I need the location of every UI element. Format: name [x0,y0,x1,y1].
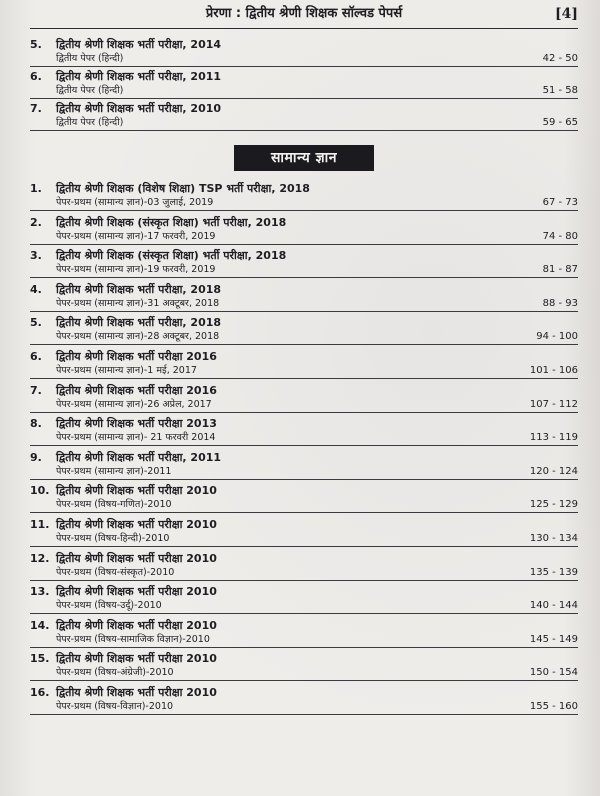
entry-pages: 155 - 160 [529,700,578,712]
entry-subtitle [30,364,578,379]
entry-number: 16. [30,685,50,699]
toc-entry [30,651,578,685]
entry-subtitle [30,532,578,547]
entry-paper: पेपर-प्रथम (सामान्य ज्ञान)-03 जुलाई, 2019 [56,197,214,208]
entry-number: 8. [30,417,42,431]
entry-subtitle [30,599,578,614]
entry-title: द्वितीय श्रेणी शिक्षक (विशेष शिक्षा) TSP भर्ती परीक्षा, 2018 [56,182,310,195]
entry-number: 7. [30,102,42,115]
entry-paper: द्वितीय पेपर (हिन्दी) [56,53,124,64]
entry-title: द्वितीय श्रेणी शिक्षक भर्ती परीक्षा 2010 [56,585,217,599]
entry-pages: 101 - 106 [529,364,578,376]
entry-number: 5. [30,316,42,330]
entry-number: 10. [30,484,50,498]
header-rule [30,28,578,29]
entry-pages: 51 - 58 [542,85,578,96]
entry-number: 4. [30,282,42,296]
entry-paper: पेपर-प्रथम (सामान्य ज्ञान)-2011 [56,465,172,477]
entry-paper: पेपर-प्रथम (विषय-संस्कृत)-2010 [56,566,175,578]
entry-subtitle [30,431,578,446]
entry-title: द्वितीय श्रेणी शिक्षक भर्ती परीक्षा 2016 [56,349,217,363]
entry-number: 11. [30,517,50,531]
toc-entry [30,315,578,349]
entry-paper: पेपर-प्रथम (विषय-सामाजिक विज्ञान)-2010 [56,633,210,645]
entry-paper: पेपर-प्रथम (विषय-उर्दू)-2010 [56,600,162,612]
entry-paper: पेपर-प्रथम (विषय-विज्ञान)-2010 [56,700,174,712]
page-header [30,0,578,28]
entry-number: 6. [30,349,42,363]
entry-subtitle [30,633,578,648]
entry-pages: 140 - 144 [529,600,578,612]
entry-number: 12. [30,551,50,565]
entry-number: 1. [30,182,42,195]
entry-title: द्वितीय श्रेणी शिक्षक भर्ती परीक्षा, 2010 [56,102,222,115]
entry-number: 13. [30,585,50,599]
entry-pages: 120 - 124 [529,465,578,477]
entry-paper: पेपर-प्रथम (सामान्य ज्ञान)-1 मई, 2017 [56,364,197,376]
page-number: [4] [555,6,578,22]
entry-subtitle [30,398,578,413]
entry-number: 9. [30,450,42,464]
toc-entry [30,215,578,249]
entry-title: द्वितीय श्रेणी शिक्षक भर्ती परीक्षा, 2018 [56,316,222,330]
entry-paper: पेपर-प्रथम (सामान्य ज्ञान)-19 फरवरी, 2019 [56,264,216,276]
entry-title: द्वितीय श्रेणी शिक्षक भर्ती परीक्षा, 2018 [56,282,222,296]
entry-pages: 145 - 149 [529,633,578,645]
entry-paper: पेपर-प्रथम (सामान्य ज्ञान)-17 फरवरी, 2019 [56,230,216,242]
toc-entry [30,551,578,585]
entry-pages: 59 - 65 [542,117,578,128]
entry-pages: 67 - 73 [542,197,578,208]
section-heading: सामान्य ज्ञान [234,145,374,171]
entry-title: द्वितीय श्रेणी शिक्षक भर्ती परीक्षा, 2014 [56,38,222,51]
entry-pages: 88 - 93 [542,297,578,309]
entry-pages: 113 - 119 [529,432,578,444]
toc-entry [30,101,578,133]
toc-entry [30,181,578,215]
entry-pages: 135 - 139 [529,566,578,578]
entry-pages: 130 - 134 [529,532,578,544]
entry-title: द्वितीय श्रेणी शिक्षक भर्ती परीक्षा, 2011 [56,450,222,464]
entry-pages: 81 - 87 [542,264,578,276]
entry-title: द्वितीय श्रेणी शिक्षक भर्ती परीक्षा 2010 [56,551,217,565]
entry-title: द्वितीय श्रेणी शिक्षक भर्ती परीक्षा, 2011 [56,70,222,83]
entry-subtitle [30,700,578,715]
entry-pages: 150 - 154 [529,667,578,679]
entry-subtitle [30,297,578,312]
entry-subtitle [30,263,578,278]
entry-number: 7. [30,383,42,397]
entry-pages: 107 - 112 [529,398,578,410]
entry-number: 3. [30,249,42,263]
toc-entry [30,383,578,417]
entry-number: 2. [30,215,42,229]
entry-subtitle [30,196,578,211]
entry-pages: 42 - 50 [542,53,578,64]
entry-title: द्वितीय श्रेणी शिक्षक भर्ती परीक्षा 2010 [56,685,217,699]
entry-subtitle [30,116,578,131]
toc-entry [30,483,578,517]
entry-paper: पेपर-प्रथम (विषय-अंग्रेजी)-2010 [56,667,174,679]
entry-subtitle [30,230,578,245]
header-title: प्रेरणा : द्वितीय श्रेणी शिक्षक सॉल्वड पेपर्स [205,6,403,21]
entry-subtitle [30,498,578,513]
entry-paper: पेपर-प्रथम (सामान्य ज्ञान)- 21 फरवरी 2014 [56,432,216,444]
toc-entry [30,685,578,719]
entry-title: द्वितीय श्रेणी शिक्षक भर्ती परीक्षा 2010 [56,618,217,632]
entry-pages: 74 - 80 [542,230,578,242]
entry-title: द्वितीय श्रेणी शिक्षक भर्ती परीक्षा 2010 [56,652,217,666]
toc-entry [30,584,578,618]
toc-entry [30,416,578,450]
toc-entry [30,248,578,282]
entry-number: 6. [30,70,42,83]
entry-paper: द्वितीय पेपर (हिन्दी) [56,117,124,128]
entry-pages: 125 - 129 [529,499,578,511]
section-general-knowledge [30,181,578,719]
entry-title: द्वितीय श्रेणी शिक्षक भर्ती परीक्षा 2010 [56,484,217,498]
entry-title: द्वितीय श्रेणी शिक्षक भर्ती परीक्षा 2016 [56,383,217,397]
entry-number: 5. [30,38,42,51]
entry-subtitle [30,666,578,681]
entry-paper: पेपर-प्रथम (विषय-गणित)-2010 [56,499,172,511]
entry-title: द्वितीय श्रेणी शिक्षक भर्ती परीक्षा 2013 [56,417,217,431]
entry-title: द्वितीय श्रेणी शिक्षक (संस्कृत शिक्षा) भर्ती परीक्षा, 2018 [56,215,287,229]
toc-entry [30,618,578,652]
entry-number: 14. [30,618,50,632]
toc-entry [30,282,578,316]
entry-paper: पेपर-प्रथम (सामान्य ज्ञान)-28 अक्टूबर, 2018 [56,331,220,343]
toc-entry [30,517,578,551]
entry-subtitle [30,330,578,345]
entry-paper: द्वितीय पेपर (हिन्दी) [56,85,124,96]
toc-entry [30,349,578,383]
entry-subtitle [30,52,578,67]
entry-paper: पेपर-प्रथम (विषय-हिन्दी)-2010 [56,532,170,544]
entry-subtitle [30,465,578,480]
toc-entry [30,450,578,484]
entry-title: द्वितीय श्रेणी शिक्षक (संस्कृत शिक्षा) भर्ती परीक्षा, 2018 [56,249,287,263]
entry-title: द्वितीय श्रेणी शिक्षक भर्ती परीक्षा 2010 [56,517,217,531]
entry-number: 15. [30,652,50,666]
section-hindi-paper [30,37,578,133]
entry-subtitle [30,84,578,99]
entry-subtitle [30,566,578,581]
entry-paper: पेपर-प्रथम (सामान्य ज्ञान)-31 अक्टूबर, 2018 [56,297,220,309]
toc-entry [30,37,578,69]
toc-entry [30,69,578,101]
entry-pages: 94 - 100 [536,331,578,343]
entry-paper: पेपर-प्रथम (सामान्य ज्ञान)-26 अप्रेल, 2017 [56,398,212,410]
